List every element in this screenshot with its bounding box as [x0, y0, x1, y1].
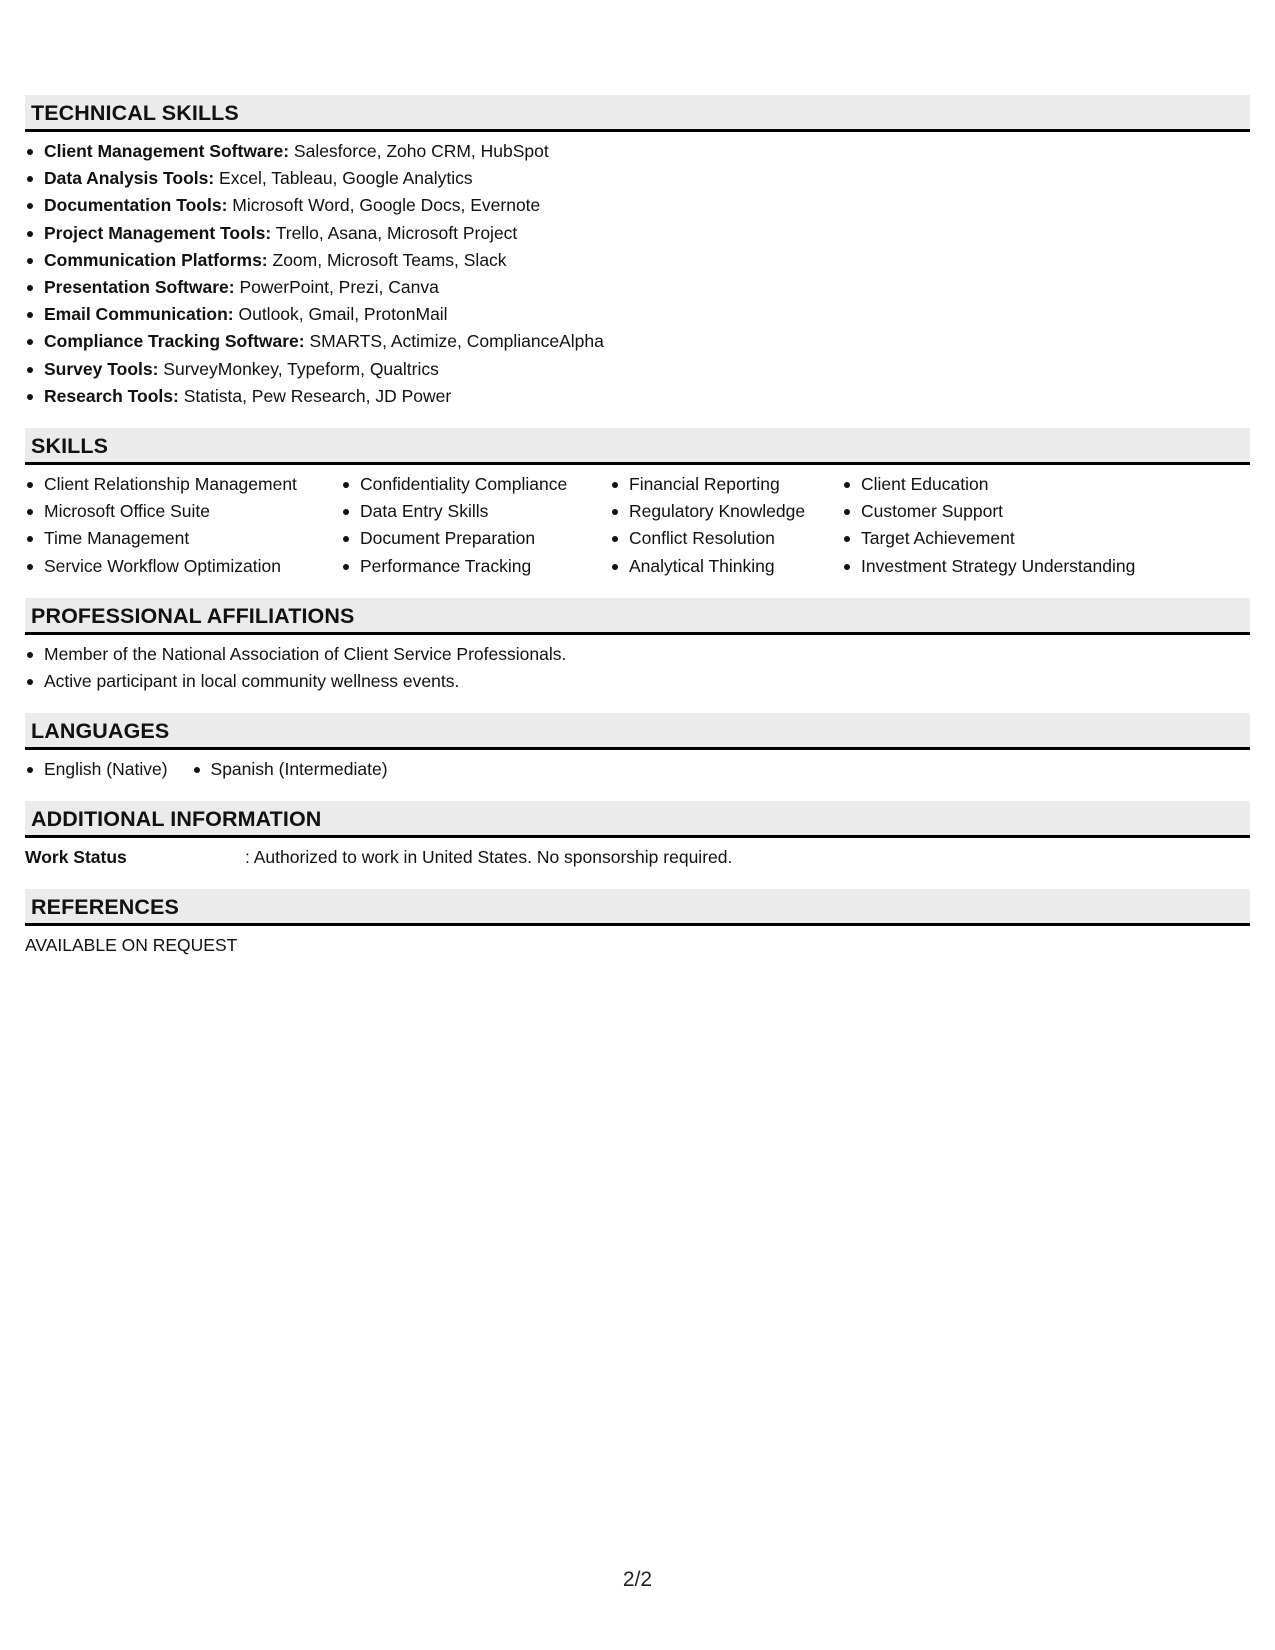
list-item: Conflict Resolution	[610, 525, 842, 552]
skills-column	[610, 471, 842, 580]
list-item: Communication Platforms: Zoom, Microsoft Teams, Slack	[25, 247, 1250, 274]
list-item: Email Communication: Outlook, Gmail, ProtonMail	[25, 301, 1250, 328]
skills-column	[842, 471, 1202, 580]
skills-column	[25, 471, 341, 580]
list-item: Service Workflow Optimization	[25, 553, 341, 580]
technical-skills-section	[25, 95, 1250, 410]
list-item: Documentation Tools: Microsoft Word, Google Docs, Evernote	[25, 192, 1250, 219]
list-item: Client Relationship Management	[25, 471, 341, 498]
section-title-skills: SKILLS	[25, 428, 1250, 465]
list-item: Target Achievement	[842, 525, 1202, 552]
list-item: Analytical Thinking	[610, 553, 842, 580]
section-title-references: REFERENCES	[25, 889, 1250, 926]
resume-page	[25, 95, 1250, 977]
list-item: Investment Strategy Understanding	[842, 553, 1202, 580]
technical-skills-list	[25, 138, 1250, 410]
list-item: Data Analysis Tools: Excel, Tableau, Google Analytics	[25, 165, 1250, 192]
references-section	[25, 889, 1250, 959]
additional-info-section	[25, 801, 1250, 871]
list-item: Project Management Tools: Trello, Asana, Microsoft Project	[25, 220, 1250, 247]
list-item: Customer Support	[842, 498, 1202, 525]
languages-section	[25, 713, 1250, 783]
list-item: Confidentiality Compliance	[341, 471, 610, 498]
list-item: English (Native)	[25, 756, 168, 783]
list-item: Microsoft Office Suite	[25, 498, 341, 525]
work-status-value: : Authorized to work in United States. No sponsorship required.	[245, 847, 733, 868]
list-item: Client Education	[842, 471, 1202, 498]
list-item: Spanish (Intermediate)	[192, 756, 388, 783]
page-number: 2/2	[622, 1568, 653, 1591]
section-title-additional-info: ADDITIONAL INFORMATION	[25, 801, 1250, 838]
section-title-languages: LANGUAGES	[25, 713, 1250, 750]
list-item: Active participant in local community wellness events.	[25, 668, 1250, 695]
list-item: Member of the National Association of Client Service Professionals.	[25, 641, 1250, 668]
list-item: Survey Tools: SurveyMonkey, Typeform, Qualtrics	[25, 356, 1250, 383]
list-item: Financial Reporting	[610, 471, 842, 498]
work-status-row	[25, 844, 1250, 871]
languages-list	[25, 756, 1250, 783]
list-item: Client Management Software: Salesforce, Zoho CRM, HubSpot	[25, 138, 1250, 165]
skills-column	[341, 471, 610, 580]
list-item: Compliance Tracking Software: SMARTS, Actimize, ComplianceAlpha	[25, 328, 1250, 355]
list-item: Regulatory Knowledge	[610, 498, 842, 525]
skills-section	[25, 428, 1250, 580]
skills-grid	[25, 471, 1250, 580]
affiliations-section	[25, 598, 1250, 695]
list-item: Document Preparation	[341, 525, 610, 552]
affiliations-list	[25, 641, 1250, 695]
list-item: Presentation Software: PowerPoint, Prezi, Canva	[25, 274, 1250, 301]
section-title-technical-skills: TECHNICAL SKILLS	[25, 95, 1250, 132]
list-item: Research Tools: Statista, Pew Research, JD Power	[25, 383, 1250, 410]
list-item: Performance Tracking	[341, 553, 610, 580]
list-item: Data Entry Skills	[341, 498, 610, 525]
references-text: AVAILABLE ON REQUEST	[25, 935, 238, 956]
list-item: Time Management	[25, 525, 341, 552]
work-status-label: Work Status	[25, 847, 127, 868]
section-title-affiliations: PROFESSIONAL AFFILIATIONS	[25, 598, 1250, 635]
